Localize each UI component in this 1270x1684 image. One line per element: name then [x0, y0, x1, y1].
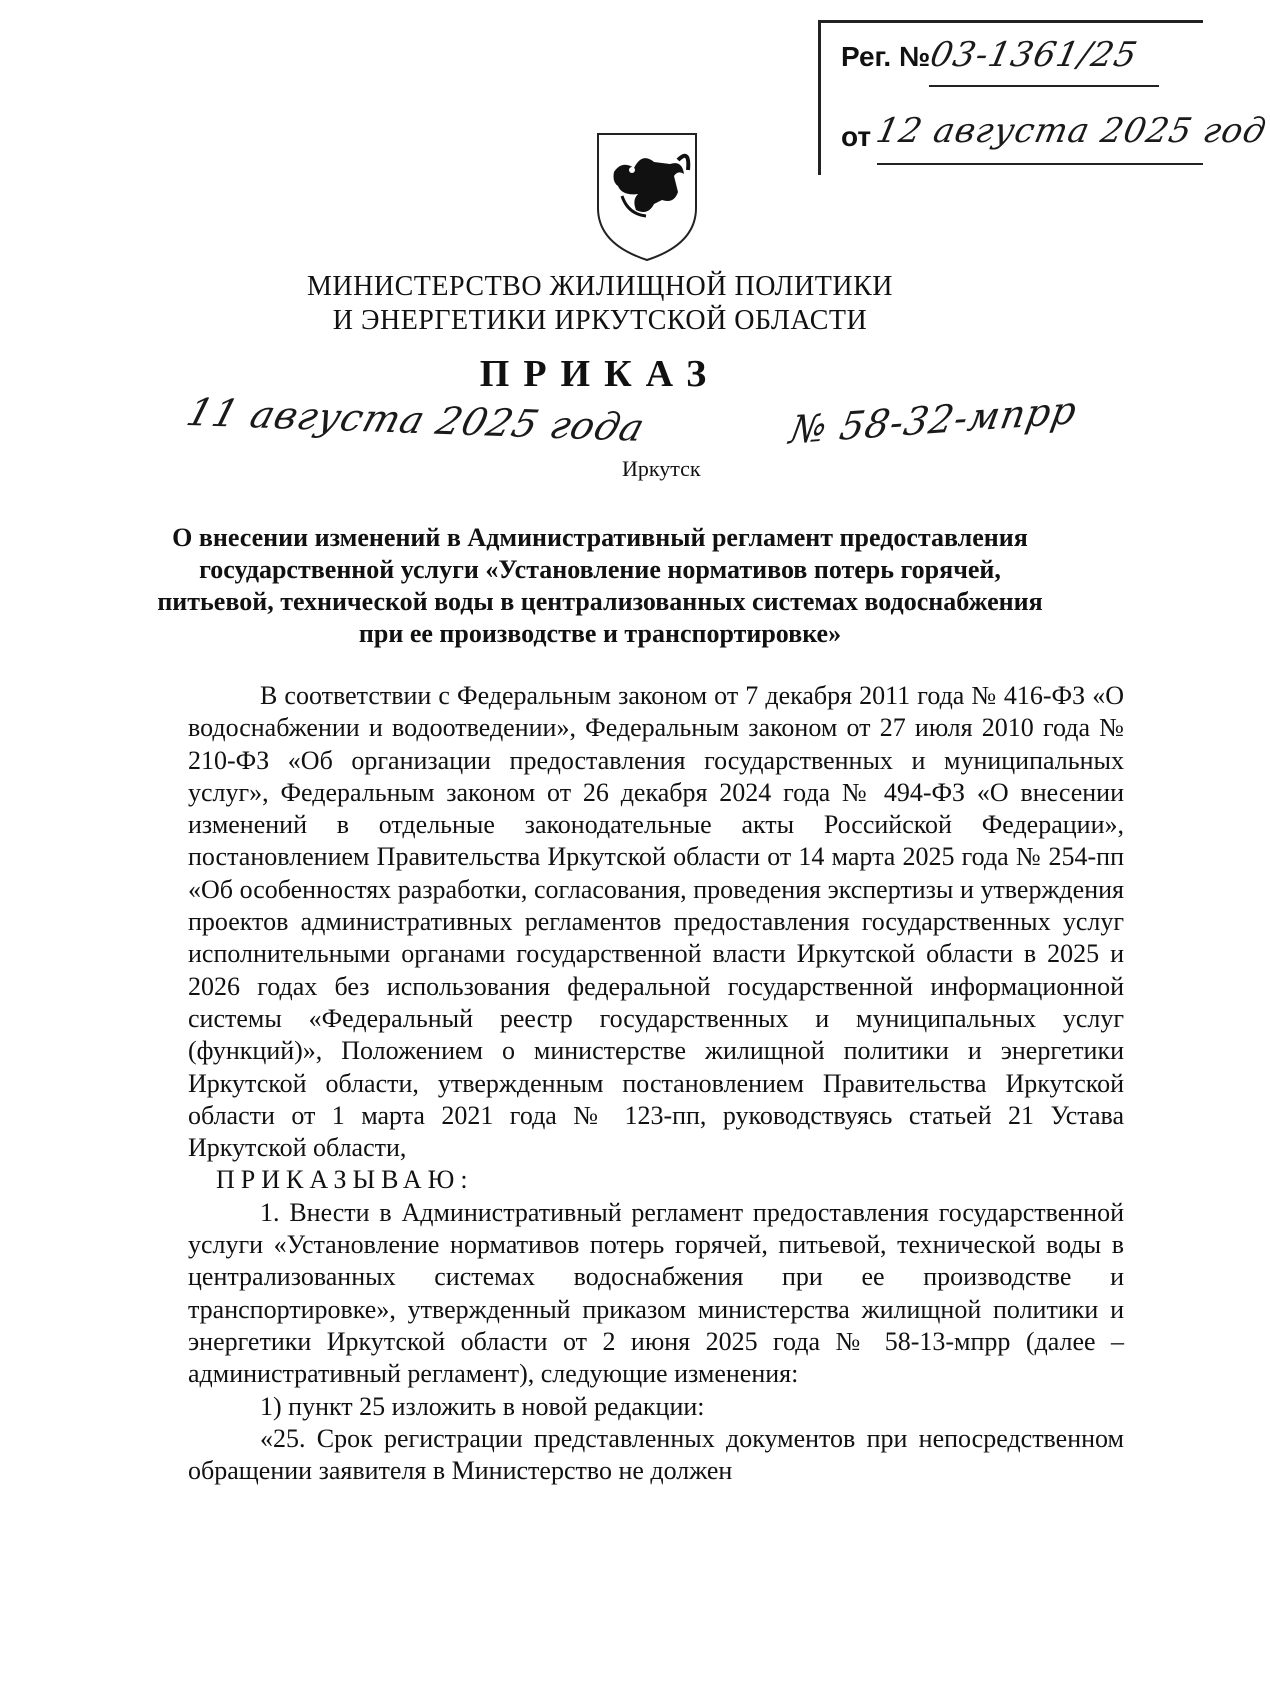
reg-date-underline [877, 163, 1203, 165]
handwritten-number: № 58-32-мпрр [786, 387, 1081, 453]
preamble-paragraph: В соответствии с Федеральным законом от 7 декабря 2011 года № 416-ФЗ «О водоснабжении и водоотведении», Федеральным законом от 27 июля 2010 года № 210-ФЗ «Об организации предоставления государственных и муниципальных услуг», Федеральным законом от 26 декабря 2024 года № 494-ФЗ «О внесении изменений в отдельные законодательные акты Российской Федерации», постановлением Правительства Иркутской области от 14 марта 2025 года № 254-пп «Об особенностях разработки, согласования, проведения экспертизы и утверждения проектов административных регламентов предоставления государственных услуг исполнительными органами государственной власти Иркутской области в 2025 и 2026 годах без использования федеральной государственной информационной системы «Федеральный реестр государственных и муниципальных услуг (функций)», Положением о министерстве жилищной политики и энергетики Иркутской области, утвержденным постановлением Правительства Иркутской области от 1 марта 2021 года № 123-пп, руководствуясь статьей 21 Устава Иркутской области, [188, 681, 1124, 1163]
document-body [188, 680, 1124, 1487]
reg-number-label: Рег. № [841, 41, 931, 72]
document-type: ПРИКАЗ [479, 353, 721, 395]
ministry-name [0, 270, 1200, 338]
handwritten-date: 11 августа 2025 года [181, 390, 651, 450]
item-1-paragraph: 1. Внести в Административный регламент предоставления государственной услуги «Установление нормативов потерь горячей, питьевой, технической воды в централизованных системах водоснабжения при ее производстве и транспортировке», утвержденный приказом министерства жилищной политики и энергетики Иркутской области от 2 июня 2025 года № 58-13-мпрр (далее – административный регламент), следующие изменения: [188, 1197, 1124, 1389]
city-name: Иркутск [622, 456, 701, 481]
subitem-1-paragraph: 1) пункт 25 изложить в новой редакции: [260, 1391, 705, 1421]
reg-number-value: 03-1361/25 [926, 35, 1142, 75]
ministry-line-1: МИНИСТЕРСТВО ЖИЛИЩНОЙ ПОЛИТИКИ [307, 271, 893, 302]
reg-date-value: 12 августа 2025 год [872, 111, 1270, 151]
order-word: ПРИКАЗЫВАЮ: [216, 1165, 474, 1195]
coat-of-arms-emblem [592, 130, 702, 262]
quote-paragraph: «25. Срок регистрации представленных документов при непосредственном обращении заявителя в Министерство не должен [188, 1423, 1124, 1486]
document-title: О внесении изменений в Административный регламент предоставления государственной услуги «Установление нормативов потерь горячей, питьевой, технической воды в централизованных системах водоснабжения при ее производстве и транспортировке» [157, 523, 1043, 648]
registration-stamp [818, 20, 1270, 175]
ministry-line-2: И ЭНЕРГЕТИКИ ИРКУТСКОЙ ОБЛАСТИ [332, 305, 868, 336]
reg-date-label: от [841, 121, 872, 152]
reg-number-underline [929, 85, 1159, 87]
